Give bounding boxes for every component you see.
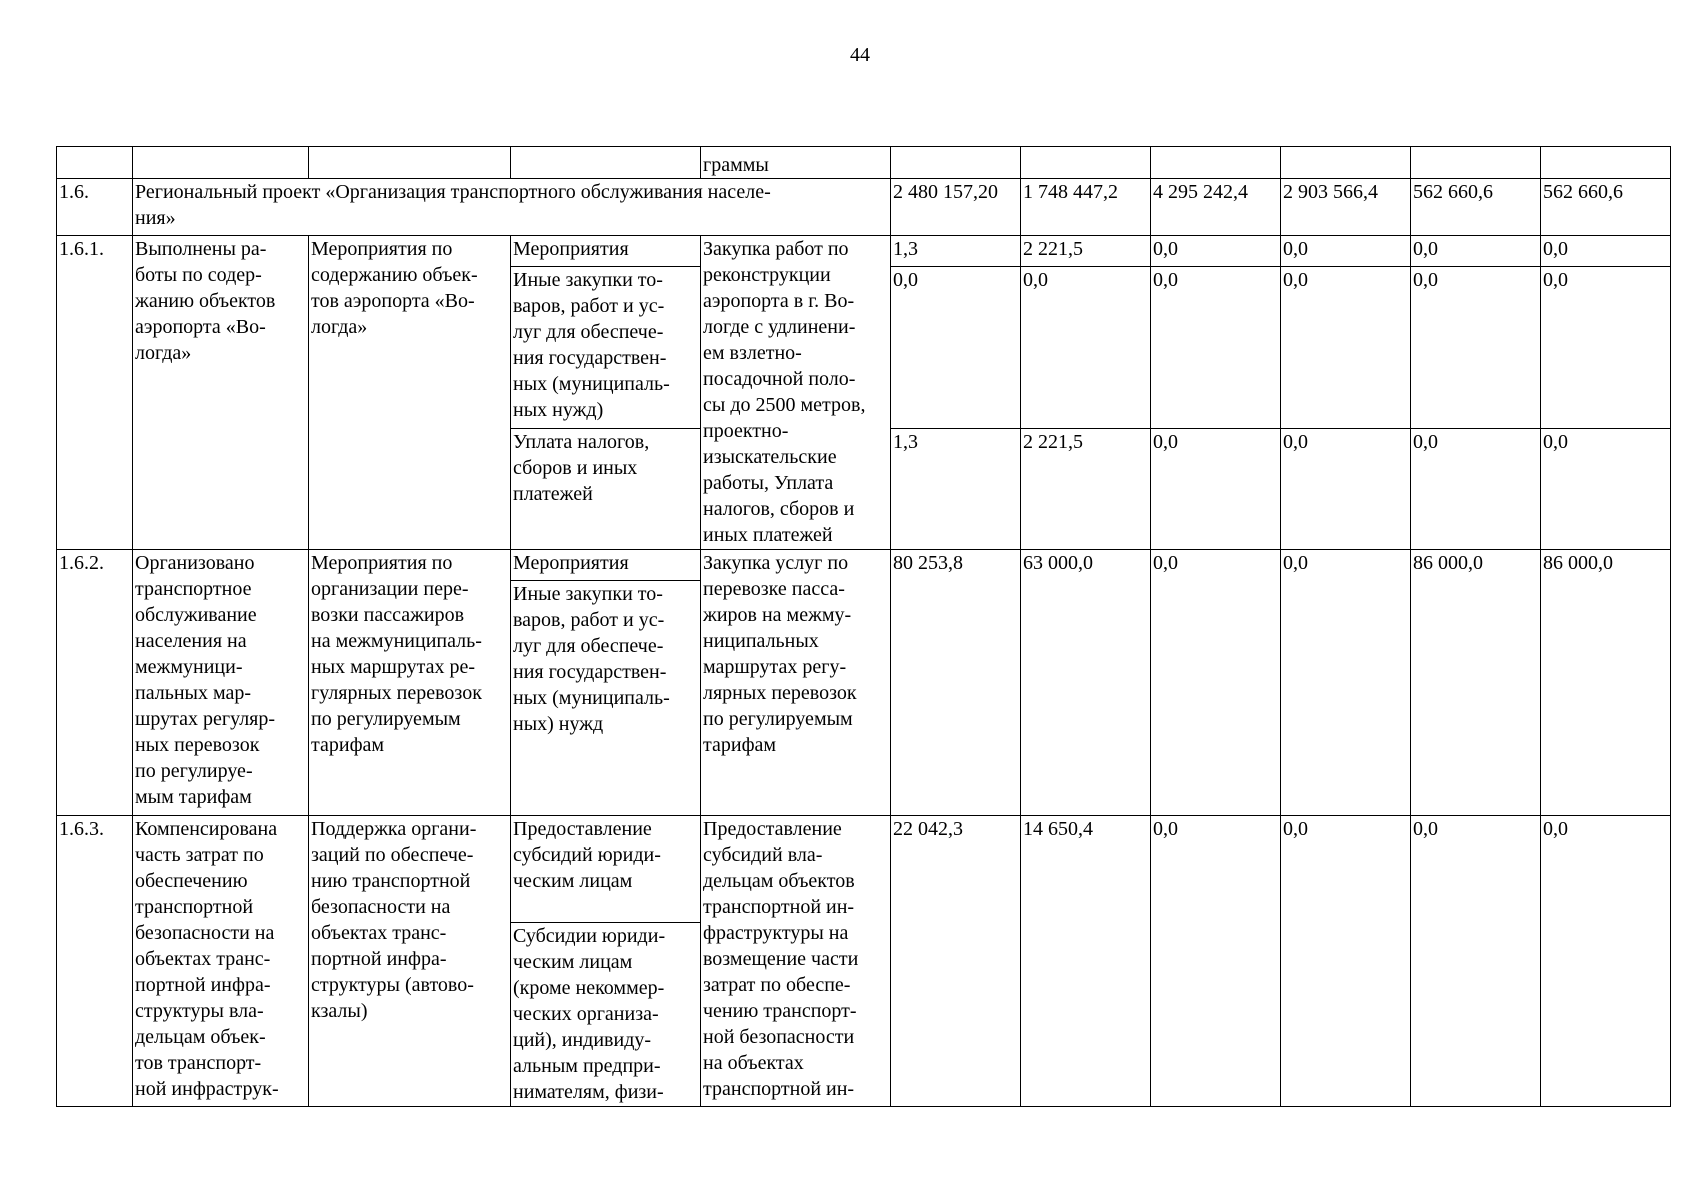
table-cell xyxy=(57,147,133,179)
row-code: 1.6.2. xyxy=(57,550,133,816)
value-cell: 562 660,6 xyxy=(1541,179,1671,236)
table-cell xyxy=(309,147,511,179)
table-row-1-6 xyxy=(57,179,1671,236)
value-cell: 0,0 xyxy=(1151,816,1281,1107)
value-cell: 1,3 xyxy=(891,236,1021,267)
expense-subtype-cell: Субсидии юриди- ческим лицам (кроме некоммер- ческих организа- ций), индивиду- альным предпри- нимателям, физи- xyxy=(511,923,701,1107)
table-cell: граммы xyxy=(701,147,891,179)
budget-table xyxy=(56,146,1671,1107)
table-row-1-6-2 xyxy=(57,550,1671,581)
value-cell: 63 000,0 xyxy=(1021,550,1151,816)
expense-subtype-cell: Иные закупки то- варов, работ и ус- луг для обеспече- ния государствен- ных (муниципаль- ных) нужд xyxy=(511,581,701,816)
table-cell xyxy=(1411,147,1541,179)
direction-cell: Предоставление субсидий вла- дельцам объектов транспортной ин- фраструктуры на возмещение части затрат по обеспе- чению транспорт- ной безопасности на объектах транспортной ин- xyxy=(701,816,891,1107)
value-cell: 0,0 xyxy=(1411,429,1541,550)
direction-cell: Закупка услуг по перевозке пасса- жиров на межму- ниципальных маршрутах регу- лярных перевозок по регулируемым тарифам xyxy=(701,550,891,816)
direction-cell: Закупка работ по реконструкции аэропорта в г. Во- логде с удлинени- ем взлетно- посадочной поло- сы до 2500 метров, проектно- изыскательские работы, Уплата налогов, сборов и иных платежей xyxy=(701,236,891,550)
table-cell xyxy=(891,147,1021,179)
page-number: 44 xyxy=(850,44,870,66)
value-cell: 86 000,0 xyxy=(1411,550,1541,816)
value-cell: 0,0 xyxy=(1151,236,1281,267)
value-cell: 1,3 xyxy=(891,429,1021,550)
event-cell: Мероприятия по содержанию объек- тов аэропорта «Во- логда» xyxy=(309,236,511,550)
value-cell: 0,0 xyxy=(1021,267,1151,429)
value-cell: 0,0 xyxy=(1281,236,1411,267)
table-cell xyxy=(1151,147,1281,179)
value-cell: 2 903 566,4 xyxy=(1281,179,1411,236)
value-cell: 0,0 xyxy=(1541,267,1671,429)
value-cell: 2 480 157,20 xyxy=(891,179,1021,236)
expense-subtype-cell: Уплата налогов, сборов и иных платежей xyxy=(511,429,701,550)
table-row-1-6-3 xyxy=(57,816,1671,923)
expense-subtype-cell: Иные закупки то- варов, работ и ус- луг для обеспече- ния государствен- ных (муниципаль- ных нужд) xyxy=(511,267,701,429)
value-cell: 0,0 xyxy=(1281,816,1411,1107)
value-cell: 14 650,4 xyxy=(1021,816,1151,1107)
table-cell xyxy=(133,147,309,179)
event-cell: Мероприятия по организации пере- возки пассажиров на межмуниципаль- ных маршрутах ре- гулярных перевозок по регулируемым тарифам xyxy=(309,550,511,816)
value-cell: 2 221,5 xyxy=(1021,236,1151,267)
table-cell xyxy=(1281,147,1411,179)
table-cell xyxy=(511,147,701,179)
value-cell: 0,0 xyxy=(1541,236,1671,267)
table-row-1-6-1 xyxy=(57,236,1671,267)
value-cell: 0,0 xyxy=(1411,816,1541,1107)
value-cell: 80 253,8 xyxy=(891,550,1021,816)
value-cell: 0,0 xyxy=(1541,429,1671,550)
value-cell: 0,0 xyxy=(1151,550,1281,816)
value-cell: 0,0 xyxy=(1411,267,1541,429)
value-cell: 0,0 xyxy=(1411,236,1541,267)
value-cell: 4 295 242,4 xyxy=(1151,179,1281,236)
value-cell: 2 221,5 xyxy=(1021,429,1151,550)
value-cell: 0,0 xyxy=(1281,550,1411,816)
result-cell: Организовано транспортное обслуживание населения на межмуници- пальных мар- шрутах регуляр- ных перевозок по регулируе- мым тарифам xyxy=(133,550,309,816)
value-cell: 562 660,6 xyxy=(1411,179,1541,236)
result-cell: Выполнены ра- боты по содер- жанию объектов аэропорта «Во- логда» xyxy=(133,236,309,550)
value-cell: 0,0 xyxy=(1541,816,1671,1107)
expense-type-cell: Мероприятия xyxy=(511,236,701,267)
value-cell: 22 042,3 xyxy=(891,816,1021,1107)
row-code: 1.6.1. xyxy=(57,236,133,550)
value-cell: 0,0 xyxy=(891,267,1021,429)
row-code: 1.6.3. xyxy=(57,816,133,1107)
result-cell: Компенсирована часть затрат по обеспечению транспортной безопасности на объектах транс- портной инфра- структуры вла- дельцам объек- тов транспорт- ной инфраструк- xyxy=(133,816,309,1107)
table-row-continuation xyxy=(57,147,1671,179)
value-cell: 0,0 xyxy=(1281,267,1411,429)
table-cell xyxy=(1021,147,1151,179)
row-code: 1.6. xyxy=(57,179,133,236)
expense-type-cell: Мероприятия xyxy=(511,550,701,581)
value-cell: 1 748 447,2 xyxy=(1021,179,1151,236)
project-title: Региональный проект «Организация транспортного обслуживания населе- ния» xyxy=(133,179,891,236)
value-cell: 0,0 xyxy=(1151,267,1281,429)
value-cell: 0,0 xyxy=(1151,429,1281,550)
table-cell xyxy=(1541,147,1671,179)
event-cell: Поддержка органи- заций по обеспече- нию транспортной безопасности на объектах транс- портной инфра- структуры (автово- кзалы) xyxy=(309,816,511,1107)
expense-type-cell: Предоставление субсидий юриди- ческим лицам xyxy=(511,816,701,923)
value-cell: 0,0 xyxy=(1281,429,1411,550)
value-cell: 86 000,0 xyxy=(1541,550,1671,816)
